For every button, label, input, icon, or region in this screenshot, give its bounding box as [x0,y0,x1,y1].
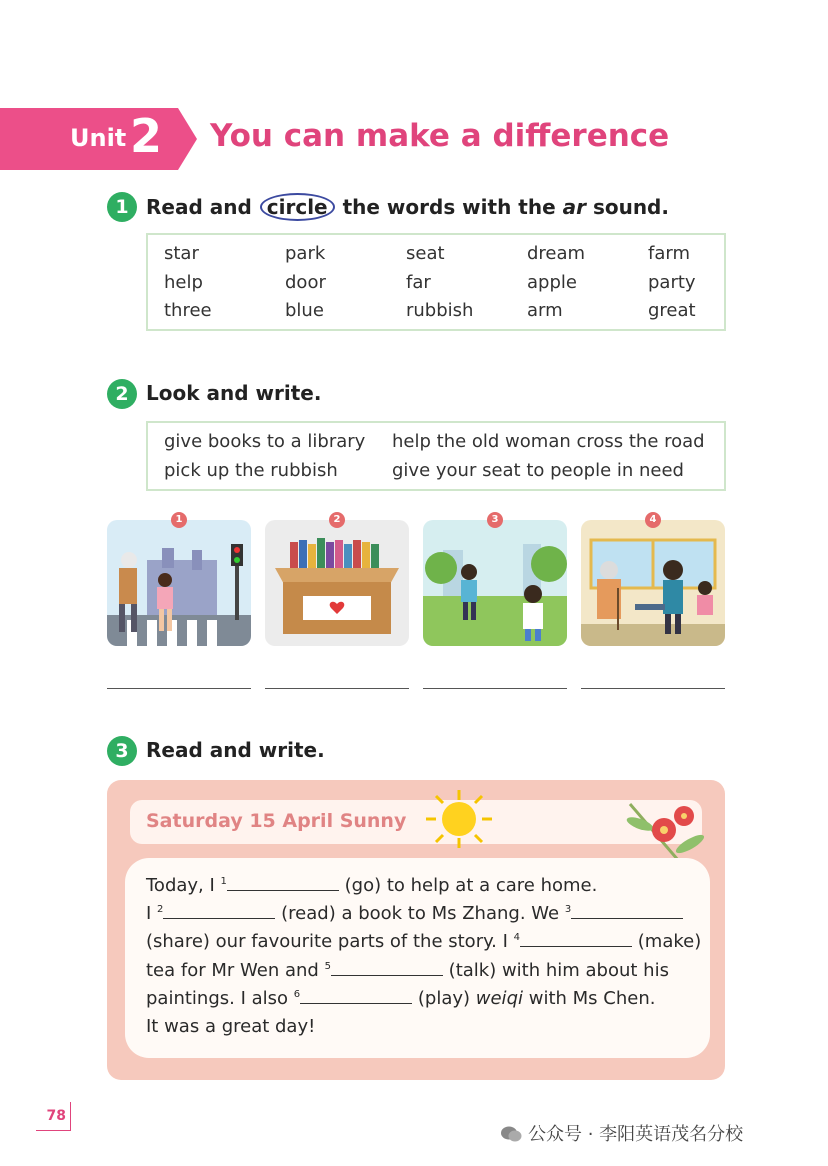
phrase-box [146,421,726,491]
word-farm[interactable]: farm [648,243,690,264]
picture-4-number: 4 [645,512,661,528]
word-far[interactable]: far [406,272,431,293]
blank-number: 3 [564,904,572,915]
diary-line-4 [146,959,669,981]
blank-5[interactable] [331,959,443,976]
word-blue[interactable]: blue [285,300,324,321]
unit-title: You can make a difference [210,118,670,154]
diary-line-6: It was a great day! [146,1016,316,1037]
word-door[interactable]: door [285,272,326,293]
word-park[interactable]: park [285,243,326,264]
diary-text: with Ms Chen. [528,988,656,1009]
park-rubbish-picture [423,520,567,646]
phrase-rubbish: pick up the rubbish [164,460,338,481]
blank-4[interactable] [520,930,632,947]
section-3-badge: 3 [107,736,137,766]
unit-label: Unit [70,124,127,152]
diary-line-1 [146,874,597,896]
section-2-title: Look and write. [146,381,322,405]
blank-6[interactable] [300,987,412,1004]
wechat-icon [500,1125,522,1143]
title-text: Read and [146,195,252,219]
section-1-title [146,193,669,221]
picture-1 [107,520,251,646]
picture-4 [581,520,725,646]
diary-line-5 [146,987,655,1009]
word-help[interactable]: help [164,272,203,293]
book-box-picture [265,520,409,646]
answer-line-1[interactable] [107,688,251,689]
sun-icon [424,788,494,850]
blank-number: 6 [293,989,301,1000]
word-great[interactable]: great [648,300,696,321]
section-2-badge: 2 [107,379,137,409]
diary-date: Saturday 15 April Sunny [146,810,407,832]
answer-line-4[interactable] [581,688,725,689]
circled-word: circle [260,193,335,221]
answer-line-3[interactable] [423,688,567,689]
phrase-old-woman: help the old woman cross the road [392,431,705,452]
picture-3 [423,520,567,646]
blank-number: 4 [513,932,521,943]
section-1-badge: 1 [107,192,137,222]
word-dream[interactable]: dream [527,243,586,264]
picture-3-number: 3 [487,512,503,528]
picture-1-number: 1 [171,512,187,528]
phrase-seat: give your seat to people in need [392,460,684,481]
title-text: the words with the [342,195,556,219]
word-arm[interactable]: arm [527,300,563,321]
word-star[interactable]: star [164,243,199,264]
watermark [500,1120,743,1146]
answer-line-2[interactable] [265,688,409,689]
diary-italic: weiqi [475,988,523,1009]
blank-3[interactable] [571,902,683,919]
diary-text: I [146,903,152,924]
diary-text: (go) to help at a care home. [344,875,598,896]
diary-text: (read) a book to Ms Zhang. We [281,903,560,924]
section-3-title: Read and write. [146,738,325,762]
word-box [146,233,726,331]
diary-text: (make) [637,931,702,952]
word-rubbish[interactable]: rubbish [406,300,474,321]
title-italic: ar [562,195,586,219]
watermark-text: 公众号 · 李阳英语茂名分校 [528,1124,744,1145]
diary-text: tea for Mr Wen and [146,960,319,981]
picture-2 [265,520,409,646]
diary-text: Today, I [146,875,215,896]
diary-line-2 [146,902,683,924]
bus-seat-picture [581,520,725,646]
blank-number: 1 [220,876,227,887]
diary-line-3 [146,930,701,952]
diary-text: (share) our favourite parts of the story. I [146,931,508,952]
word-three[interactable]: three [164,300,212,321]
diary-text: paintings. I also [146,988,289,1009]
picture-2-number: 2 [329,512,345,528]
word-party[interactable]: party [648,272,696,293]
phrase-library: give books to a library [164,431,366,452]
diary-text: (talk) with him about his [448,960,669,981]
word-seat[interactable]: seat [406,243,445,264]
crossing-road-picture [107,520,251,646]
blank-2[interactable] [163,902,275,919]
word-apple[interactable]: apple [527,272,577,293]
blank-number: 2 [157,904,164,915]
title-text: sound. [592,195,669,219]
page-number: 78 [36,1102,71,1131]
unit-number: 2 [130,109,163,163]
diary-text: (play) [417,988,471,1009]
blank-number: 5 [324,961,331,972]
blank-1[interactable] [227,874,339,891]
